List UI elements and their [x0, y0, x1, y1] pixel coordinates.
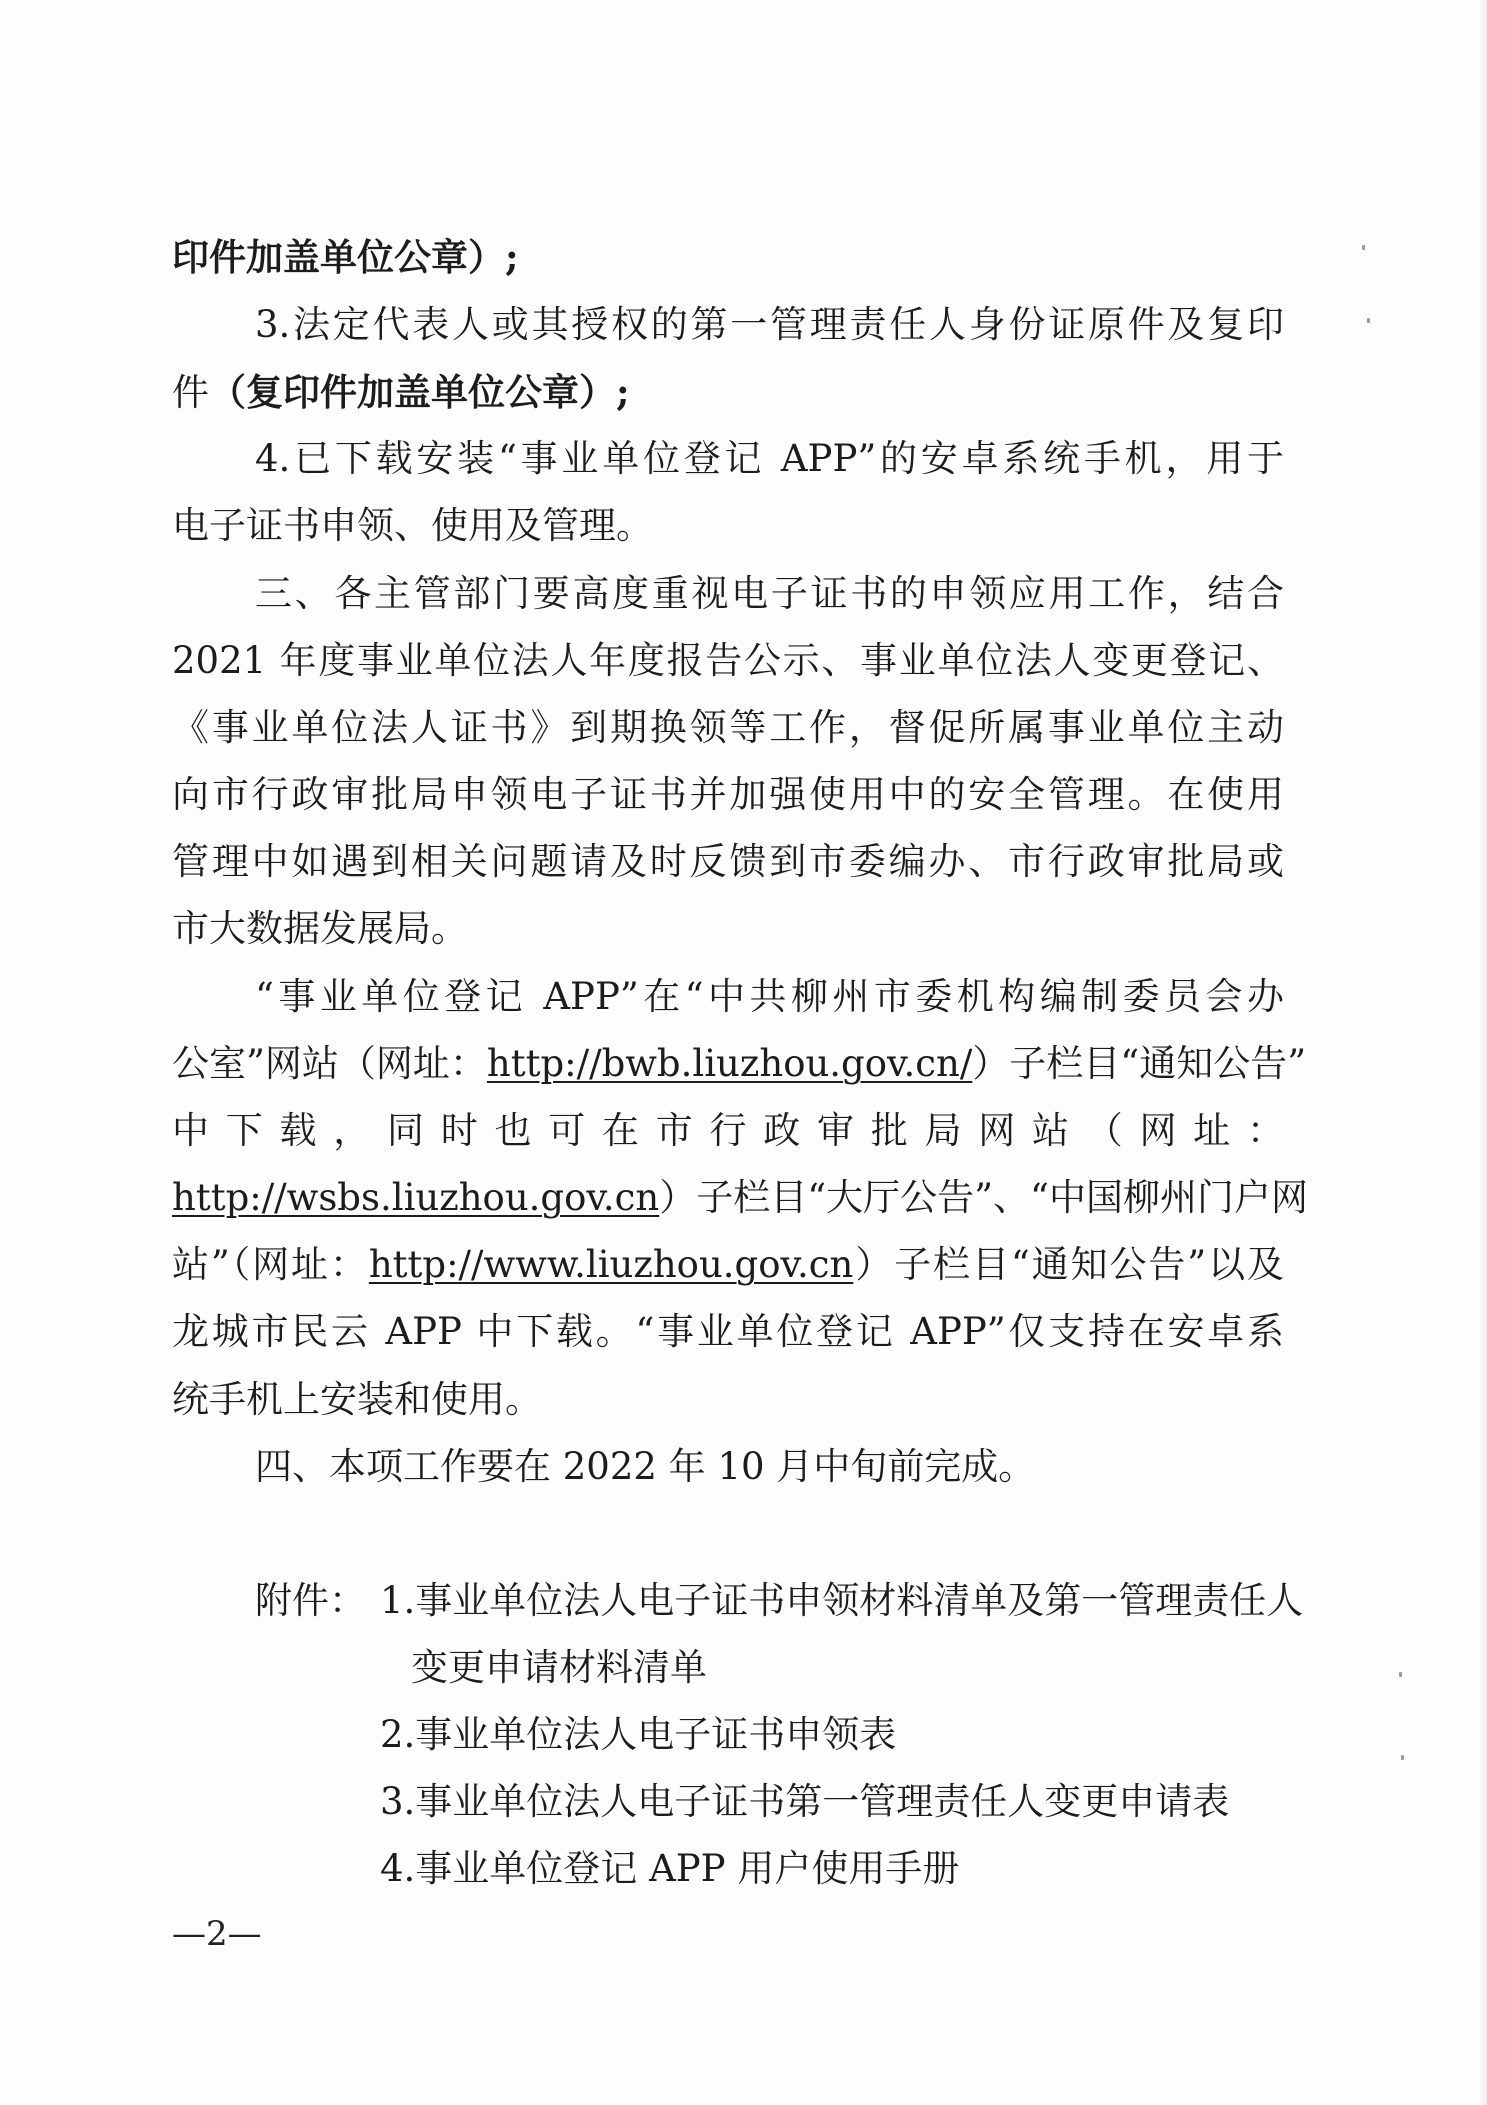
attachment-3: 3.事业单位法人电子证书第一管理责任人变更申请表	[380, 1780, 1230, 1823]
download-line-4-after: ）子栏目“大厅公告”、“中国柳州门户网	[659, 1176, 1308, 1219]
download-line-3: 中下载，同时也可在市行政审批局网站（网址：	[172, 1109, 1284, 1152]
attachment-4: 4.事业单位登记 APP 用户使用手册	[380, 1847, 960, 1890]
scan-speck	[1401, 1755, 1404, 1760]
page-number: —2—	[172, 1914, 262, 1954]
section-3-line-2: 2021 年度事业单位法人年度报告公示、事业单位法人变更登记、	[172, 639, 1284, 682]
section-4-line: 四、本项工作要在 2022 年 10 月中旬前完成。	[255, 1445, 1036, 1488]
body-line-4: 4.已下载安装“事业单位登记 APP”的安卓系统手机，用于	[255, 437, 1284, 480]
download-line-5	[172, 1243, 1284, 1287]
attachment-1-line-1: 1.事业单位法人电子证书申领材料清单及第一管理责任人	[380, 1579, 1304, 1622]
download-line-2-after: ）子栏目“通知公告”	[972, 1042, 1307, 1085]
download-line-2-before: 公室”网站（网址：	[172, 1042, 487, 1085]
bwb-website-link[interactable]: http://bwb.liuzhou.gov.cn/	[486, 1042, 973, 1085]
section-3-line-4: 向市行政审批局申领电子证书并加强使用中的安全管理。在使用	[172, 773, 1284, 816]
section-3-line-1: 三、各主管部门要高度重视电子证书的申领应用工作，结合	[255, 572, 1284, 615]
scan-speck	[1362, 245, 1365, 250]
body-line-3-prefix: 件	[172, 371, 209, 414]
download-line-6: 龙城市民云 APP 中下载。“事业单位登记 APP”仅支持在安卓系	[172, 1310, 1284, 1353]
download-line-1: “事业单位登记 APP”在“中共柳州市委机构编制委员会办	[255, 975, 1284, 1018]
section-3-line-6: 市大数据发展局。	[172, 907, 468, 950]
attachment-2: 2.事业单位法人电子证书申领表	[380, 1713, 897, 1756]
download-line-5-before: 站”（网址：	[172, 1243, 369, 1286]
scan-speck	[1367, 318, 1370, 323]
body-line-3-bold: （复印件加盖单位公章）;	[209, 370, 630, 414]
page-edge-shadow	[1477, 0, 1487, 2105]
download-line-2	[172, 1042, 1307, 1086]
attachments-label: 附件：	[255, 1579, 366, 1622]
body-line-5: 电子证书申领、使用及管理。	[172, 504, 653, 547]
section-3-line-5: 管理中如遇到相关问题请及时反馈到市委编办、市行政审批局或	[172, 840, 1284, 883]
body-line-3	[172, 370, 630, 415]
body-line-2: 3.法定代表人或其授权的第一管理责任人身份证原件及复印	[255, 303, 1284, 346]
attachment-1-line-2: 变更申请材料清单	[411, 1646, 707, 1689]
download-line-7: 统手机上安装和使用。	[172, 1378, 542, 1421]
wsbs-website-link[interactable]: http://wsbs.liuzhou.gov.cn	[172, 1176, 660, 1219]
download-line-4	[172, 1176, 1308, 1220]
scan-speck	[1399, 1672, 1402, 1677]
liuzhou-portal-link[interactable]: http://www.liuzhou.gov.cn	[368, 1243, 854, 1286]
body-line-1: 印件加盖单位公章）;	[172, 235, 519, 279]
download-line-5-after: ）子栏目“通知公告”以及	[853, 1243, 1284, 1286]
section-3-line-3: 《事业单位法人证书》到期换领等工作，督促所属事业单位主动	[172, 706, 1284, 749]
